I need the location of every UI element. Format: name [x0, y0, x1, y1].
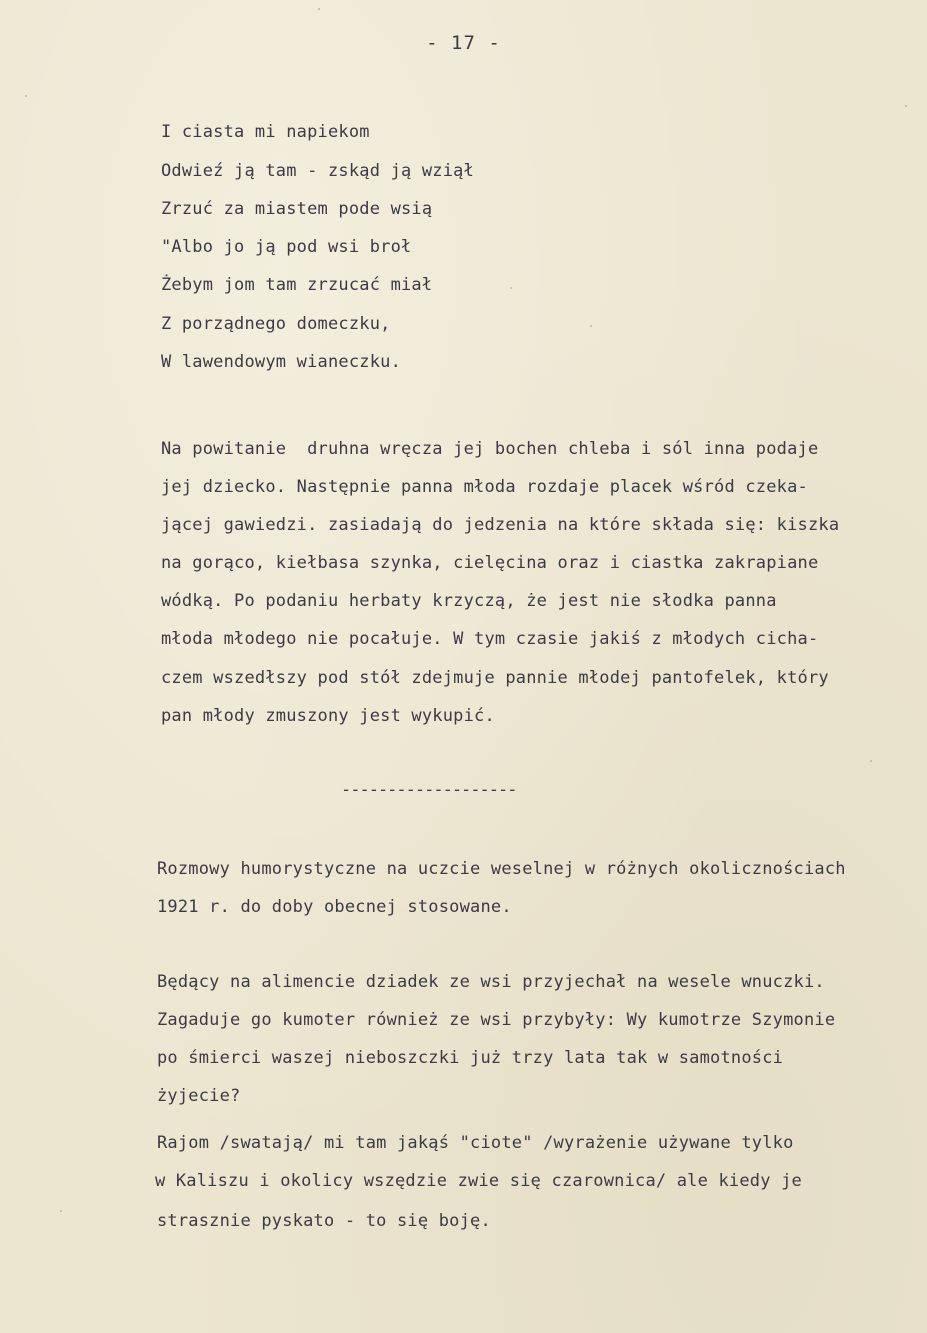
- paper-speck: [870, 760, 872, 762]
- paragraph-line: Na powitanie druhna wręcza jej bochen chleba i sól inna podaje: [161, 439, 819, 459]
- paragraph-line: po śmierci waszej nieboszczki już trzy lata tak w samotności: [157, 1048, 784, 1068]
- paragraph-line: na gorąco, kiełbasa szynka, cielęcina oraz i ciastka zakrapiane: [161, 553, 819, 573]
- poem-line: I ciasta mi napiekom: [161, 122, 370, 142]
- paragraph-line: czem wszedłszy pod stół zdejmuje pannie młodej pantofelek, który: [161, 668, 829, 688]
- paragraph-line: pan młody zmuszony jest wykupić.: [161, 706, 495, 726]
- section-separator: -------------------: [341, 780, 517, 800]
- paper-speck: [25, 95, 27, 97]
- heading-line: 1921 r. do doby obecnej stosowane.: [157, 897, 512, 917]
- heading-line: Rozmowy humorystyczne na uczcie weselnej w różnych okolicznościach: [157, 859, 846, 879]
- paper-speck: [590, 325, 592, 327]
- paragraph-line: Rajom /swatają/ mi tam jakąś "ciote" /wyrażenie używane tylko: [157, 1133, 794, 1153]
- poem-line: Z porządnego domeczku,: [161, 314, 391, 334]
- page-number: - 17 -: [426, 32, 501, 54]
- paper-speck: [510, 287, 512, 289]
- paragraph-line: strasznie pyskato - to się boję.: [157, 1211, 491, 1231]
- paragraph-line: żyjecie?: [157, 1086, 241, 1106]
- paragraph-line: jącej gawiedzi. zasiadają do jedzenia na które składa się: kiszka: [161, 515, 840, 535]
- poem-line: Zrzuć za miastem pode wsią: [161, 199, 433, 219]
- poem-line: "Albo jo ją pod wsi broł: [161, 237, 412, 257]
- paragraph-line: jej dziecko. Następnie panna młoda rozdaje placek wśród czeka-: [161, 477, 808, 497]
- paragraph-line: wódką. Po podaniu herbaty krzyczą, że jest nie słodka panna: [161, 591, 777, 611]
- paragraph-line: w Kaliszu i okolicy wszędzie zwie się czarownica/ ale kiedy je: [155, 1171, 802, 1191]
- paper-speck: [905, 105, 907, 107]
- poem-line: W lawendowym wianeczku.: [161, 352, 402, 372]
- paragraph-line: Zagaduje go kumoter również ze wsi przybyły: Wy kumotrze Szymonie: [157, 1010, 836, 1030]
- poem-line: Odwieź ją tam - zskąd ją wziął: [161, 161, 475, 181]
- paper-speck: [318, 8, 320, 10]
- poem-line: Żebym jom tam zrzucać miał: [161, 275, 433, 295]
- paragraph-line: młoda młodego nie pocałuje. W tym czasie jakiś z młodych cicha-: [161, 629, 819, 649]
- paragraph-line: Będący na alimencie dziadek ze wsi przyjechał na wesele wnuczki.: [157, 972, 825, 992]
- paper-speck: [60, 1210, 62, 1212]
